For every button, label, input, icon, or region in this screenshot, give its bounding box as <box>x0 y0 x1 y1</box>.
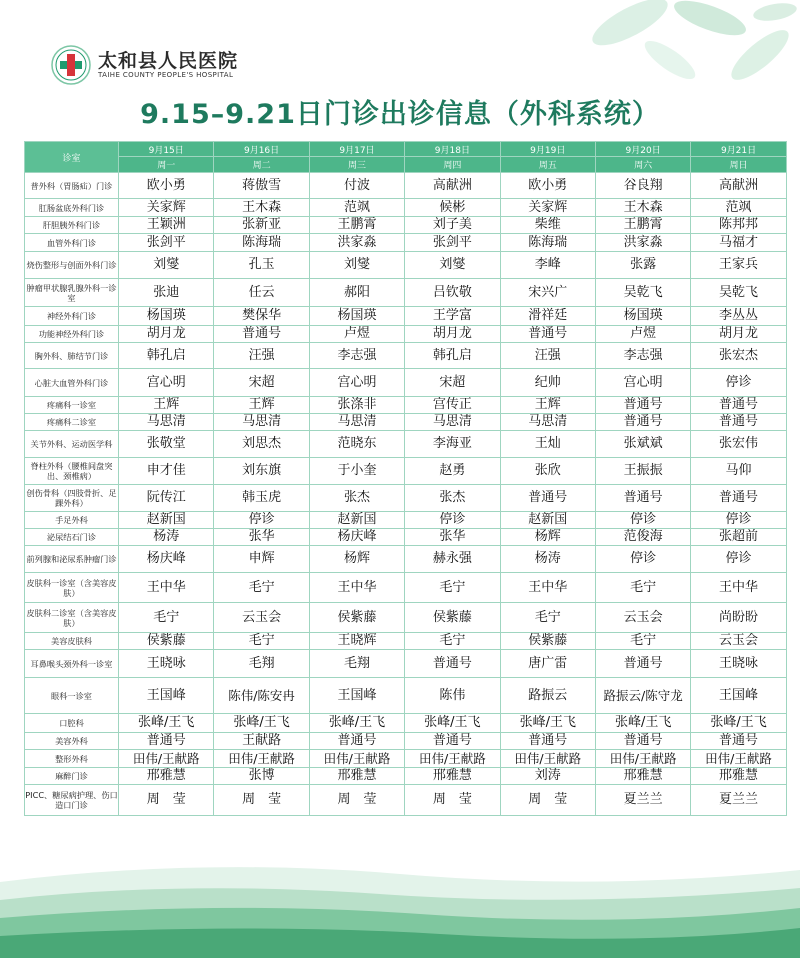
clinic-name-cell: 手足外科 <box>25 512 119 529</box>
doctor-cell: 张峰/王飞 <box>119 714 214 733</box>
doctor-cell: 吴乾飞 <box>595 279 690 307</box>
page-title: 9.15–9.21日门诊出诊信息（外科系统） <box>140 99 660 130</box>
doctor-cell: 赵新国 <box>500 512 595 529</box>
doctor-cell: 纪帅 <box>500 369 595 397</box>
date-header: 9月15日 <box>119 142 214 157</box>
doctor-cell: 关家辉 <box>119 199 214 217</box>
doctor-cell: 普通号 <box>691 733 786 750</box>
doctor-cell: 停诊 <box>691 546 786 573</box>
doctor-cell: 马思清 <box>500 414 595 431</box>
table-row <box>25 512 787 529</box>
doctor-cell: 张涤非 <box>309 397 404 414</box>
doctor-cell: 韩孔启 <box>405 343 500 369</box>
doctor-cell: 刘燮 <box>405 252 500 279</box>
doctor-cell: 欧小勇 <box>119 173 214 199</box>
doctor-cell: 樊保华 <box>214 307 309 326</box>
doctor-cell: 张杰 <box>405 485 500 512</box>
doctor-cell: 张峰/王飞 <box>309 714 404 733</box>
table-row <box>25 252 787 279</box>
doctor-cell: 马思清 <box>214 414 309 431</box>
date-header: 9月20日 <box>595 142 690 157</box>
doctor-cell: 张敬堂 <box>119 431 214 458</box>
doctor-cell: 王家兵 <box>691 252 786 279</box>
date-header: 9月16日 <box>214 142 309 157</box>
corner-header: 诊室 <box>25 142 119 173</box>
table-row <box>25 733 787 750</box>
doctor-cell: 高献洲 <box>691 173 786 199</box>
table-row <box>25 529 787 546</box>
doctor-cell: 杨庆峰 <box>309 529 404 546</box>
doctor-cell: 杨国瑛 <box>119 307 214 326</box>
clinic-name-cell: 普外科（胃肠疝）门诊 <box>25 173 119 199</box>
date-header: 9月19日 <box>500 142 595 157</box>
doctor-cell: 普通号 <box>691 397 786 414</box>
table-row <box>25 199 787 217</box>
doctor-cell: 李峰 <box>500 252 595 279</box>
doctor-cell: 侯紫藤 <box>405 603 500 633</box>
doctor-cell: 吕钦敬 <box>405 279 500 307</box>
doctor-cell: 停诊 <box>595 512 690 529</box>
doctor-cell: 刘子美 <box>405 217 500 234</box>
table-row <box>25 458 787 485</box>
doctor-cell: 王献路 <box>214 733 309 750</box>
date-header: 9月21日 <box>691 142 786 157</box>
doctor-cell: 马思清 <box>309 414 404 431</box>
doctor-cell: 普通号 <box>691 485 786 512</box>
table-row <box>25 431 787 458</box>
clinic-name-cell: 眼科一诊室 <box>25 678 119 714</box>
doctor-cell: 张新亚 <box>214 217 309 234</box>
weekday-header: 周五 <box>500 157 595 173</box>
clinic-name-cell: 疼痛科一诊室 <box>25 397 119 414</box>
doctor-cell: 陈伟/陈安冉 <box>214 678 309 714</box>
doctor-cell: 柴维 <box>500 217 595 234</box>
doctor-cell: 王颖洲 <box>119 217 214 234</box>
doctor-cell: 张杰 <box>309 485 404 512</box>
date-header: 9月18日 <box>405 142 500 157</box>
table-row <box>25 307 787 326</box>
clinic-name-cell: 耳鼻喉头颈外科一诊室 <box>25 650 119 678</box>
doctor-cell: 张露 <box>595 252 690 279</box>
weekday-header: 周一 <box>119 157 214 173</box>
doctor-cell: 唐广雷 <box>500 650 595 678</box>
doctor-cell: 汪强 <box>500 343 595 369</box>
doctor-cell: 刘思杰 <box>214 431 309 458</box>
clinic-name-cell: 血管外科门诊 <box>25 234 119 252</box>
doctor-cell: 胡月龙 <box>691 326 786 343</box>
doctor-cell: 普通号 <box>214 326 309 343</box>
doctor-cell: 普通号 <box>595 414 690 431</box>
doctor-cell: 蒋傲雪 <box>214 173 309 199</box>
doctor-cell: 刘燮 <box>309 252 404 279</box>
doctor-cell: 宫心明 <box>309 369 404 397</box>
doctor-cell: 张宏伟 <box>691 431 786 458</box>
doctor-cell: 陈海瑞 <box>500 234 595 252</box>
doctor-cell: 王晓咏 <box>119 650 214 678</box>
doctor-cell: 周 莹 <box>500 785 595 816</box>
doctor-cell: 侯紫藤 <box>500 633 595 650</box>
doctor-cell: 张迪 <box>119 279 214 307</box>
table-row <box>25 546 787 573</box>
clinic-name-cell: 麻醉门诊 <box>25 768 119 785</box>
weekday-header: 周四 <box>405 157 500 173</box>
clinic-name-cell: 皮肤科二诊室（含美容皮肤） <box>25 603 119 633</box>
table-row <box>25 485 787 512</box>
doctor-cell: 宫心明 <box>119 369 214 397</box>
doctor-cell: 赵勇 <box>405 458 500 485</box>
table-row <box>25 414 787 431</box>
clinic-name-cell: 脊柱外科（腰椎间盘突出、颈椎病） <box>25 458 119 485</box>
doctor-cell: 王木森 <box>595 199 690 217</box>
doctor-cell: 王辉 <box>500 397 595 414</box>
doctor-cell: 田伟/王献路 <box>214 750 309 768</box>
doctor-cell: 王鹏霄 <box>595 217 690 234</box>
table-row <box>25 173 787 199</box>
doctor-cell: 云玉会 <box>214 603 309 633</box>
doctor-cell: 普通号 <box>500 326 595 343</box>
table-row <box>25 678 787 714</box>
weekday-header: 周日 <box>691 157 786 173</box>
clinic-name-cell: 心脏大血管外科门诊 <box>25 369 119 397</box>
table-row <box>25 768 787 785</box>
doctor-cell: 王中华 <box>500 573 595 603</box>
clinic-name-cell: 肿瘤甲状腺乳腺外科一诊室 <box>25 279 119 307</box>
table-row <box>25 573 787 603</box>
clinic-name-cell: 泌尿结石门诊 <box>25 529 119 546</box>
doctor-cell: 毛宁 <box>595 633 690 650</box>
schedule-body <box>25 173 787 816</box>
doctor-cell: 普通号 <box>500 485 595 512</box>
doctor-cell: 李志强 <box>595 343 690 369</box>
doctor-cell: 王辉 <box>214 397 309 414</box>
hospital-logo-icon <box>50 44 92 86</box>
doctor-cell: 田伟/王献路 <box>595 750 690 768</box>
doctor-cell: 田伟/王献路 <box>500 750 595 768</box>
doctor-cell: 尚盼盼 <box>691 603 786 633</box>
doctor-cell: 王国峰 <box>691 678 786 714</box>
doctor-cell: 田伟/王献路 <box>691 750 786 768</box>
doctor-cell: 王灿 <box>500 431 595 458</box>
doctor-cell: 李丛丛 <box>691 307 786 326</box>
clinic-name-cell: 胸外科、肺结节门诊 <box>25 343 119 369</box>
doctor-cell: 普通号 <box>309 733 404 750</box>
doctor-cell: 普通号 <box>595 650 690 678</box>
doctor-cell: 杨国瑛 <box>595 307 690 326</box>
table-row <box>25 234 787 252</box>
doctor-cell: 张峰/王飞 <box>500 714 595 733</box>
doctor-cell: 普通号 <box>691 414 786 431</box>
clinic-name-cell: 美容皮肤科 <box>25 633 119 650</box>
doctor-cell: 宋超 <box>214 369 309 397</box>
doctor-cell: 田伟/王献路 <box>309 750 404 768</box>
doctor-cell: 普通号 <box>500 733 595 750</box>
doctor-cell: 张欣 <box>500 458 595 485</box>
clinic-name-cell: 关节外科、运动医学科 <box>25 431 119 458</box>
doctor-cell: 路振云 <box>500 678 595 714</box>
doctor-cell: 范飒 <box>691 199 786 217</box>
doctor-cell: 范俊海 <box>595 529 690 546</box>
doctor-cell: 侯紫藤 <box>309 603 404 633</box>
doctor-cell: 王振振 <box>595 458 690 485</box>
doctor-cell: 张峰/王飞 <box>691 714 786 733</box>
doctor-cell: 卢煜 <box>309 326 404 343</box>
weekday-header: 周二 <box>214 157 309 173</box>
doctor-cell: 侯紫藤 <box>119 633 214 650</box>
doctor-cell: 杨涛 <box>119 529 214 546</box>
doctor-cell: 普通号 <box>595 485 690 512</box>
doctor-cell: 周 莹 <box>119 785 214 816</box>
doctor-cell: 杨国瑛 <box>309 307 404 326</box>
doctor-cell: 杨辉 <box>309 546 404 573</box>
doctor-cell: 韩玉虎 <box>214 485 309 512</box>
doctor-cell: 王中华 <box>309 573 404 603</box>
doctor-cell: 普通号 <box>405 650 500 678</box>
clinic-name-cell: 皮肤科一诊室（含美容皮肤） <box>25 573 119 603</box>
schedule-table <box>24 141 787 816</box>
hospital-english-name: TAIHE COUNTY PEOPLE'S HOSPITAL <box>98 71 234 79</box>
table-row <box>25 397 787 414</box>
clinic-name-cell: 功能神经外科门诊 <box>25 326 119 343</box>
table-row <box>25 633 787 650</box>
doctor-cell: 王辉 <box>119 397 214 414</box>
doctor-cell: 张超前 <box>691 529 786 546</box>
table-row <box>25 279 787 307</box>
doctor-cell: 洪家淼 <box>309 234 404 252</box>
date-header: 9月17日 <box>309 142 404 157</box>
doctor-cell: 宫传正 <box>405 397 500 414</box>
doctor-cell: 刘涛 <box>500 768 595 785</box>
hospital-name: 太和县人民医院 <box>98 50 239 72</box>
doctor-cell: 张峰/王飞 <box>595 714 690 733</box>
doctor-cell: 陈邦邦 <box>691 217 786 234</box>
doctor-cell: 汪强 <box>214 343 309 369</box>
doctor-cell: 停诊 <box>595 546 690 573</box>
doctor-cell: 邢雅慧 <box>405 768 500 785</box>
doctor-cell: 王中华 <box>691 573 786 603</box>
doctor-cell: 欧小勇 <box>500 173 595 199</box>
clinic-name-cell: 口腔科 <box>25 714 119 733</box>
doctor-cell: 马思清 <box>405 414 500 431</box>
doctor-cell: 张华 <box>214 529 309 546</box>
doctor-cell: 杨庆峰 <box>119 546 214 573</box>
doctor-cell: 王鹏霄 <box>309 217 404 234</box>
doctor-cell: 洪家淼 <box>595 234 690 252</box>
doctor-cell: 毛翔 <box>309 650 404 678</box>
doctor-cell: 李海亚 <box>405 431 500 458</box>
table-row <box>25 217 787 234</box>
doctor-cell: 周 莹 <box>405 785 500 816</box>
doctor-cell: 张斌斌 <box>595 431 690 458</box>
doctor-cell: 张峰/王飞 <box>214 714 309 733</box>
doctor-cell: 马仰 <box>691 458 786 485</box>
clinic-name-cell: 神经外科门诊 <box>25 307 119 326</box>
doctor-cell: 赵新国 <box>309 512 404 529</box>
doctor-cell: 赫永强 <box>405 546 500 573</box>
doctor-cell: 停诊 <box>214 512 309 529</box>
table-row <box>25 369 787 397</box>
doctor-cell: 宋兴广 <box>500 279 595 307</box>
doctor-cell: 卢煜 <box>595 326 690 343</box>
doctor-cell: 停诊 <box>691 369 786 397</box>
doctor-cell: 刘燮 <box>119 252 214 279</box>
table-row <box>25 326 787 343</box>
doctor-cell: 任云 <box>214 279 309 307</box>
doctor-cell: 田伟/王献路 <box>119 750 214 768</box>
doctor-cell: 王晓辉 <box>309 633 404 650</box>
doctor-cell: 宫心明 <box>595 369 690 397</box>
doctor-cell: 周 莹 <box>214 785 309 816</box>
doctor-cell: 马福才 <box>691 234 786 252</box>
doctor-cell: 田伟/王献路 <box>405 750 500 768</box>
doctor-cell: 赵新国 <box>119 512 214 529</box>
doctor-cell: 孔玉 <box>214 252 309 279</box>
clinic-name-cell: 前列腺和泌尿系肿瘤门诊 <box>25 546 119 573</box>
doctor-cell: 邢雅慧 <box>691 768 786 785</box>
doctor-cell: 云玉会 <box>595 603 690 633</box>
doctor-cell: 毛宁 <box>119 603 214 633</box>
doctor-cell: 王木森 <box>214 199 309 217</box>
doctor-cell: 张剑平 <box>119 234 214 252</box>
doctor-cell: 云玉会 <box>691 633 786 650</box>
doctor-cell: 吴乾飞 <box>691 279 786 307</box>
doctor-cell: 毛翔 <box>214 650 309 678</box>
doctor-cell: 郝阳 <box>309 279 404 307</box>
weekday-header: 周三 <box>309 157 404 173</box>
doctor-cell: 邢雅慧 <box>119 768 214 785</box>
doctor-cell: 胡月龙 <box>405 326 500 343</box>
doctor-cell: 韩孔启 <box>119 343 214 369</box>
date-header-row <box>25 142 787 157</box>
doctor-cell: 李志强 <box>309 343 404 369</box>
doctor-cell: 杨辉 <box>500 529 595 546</box>
clinic-name-cell: 烧伤整形与创面外科门诊 <box>25 252 119 279</box>
doctor-cell: 毛宁 <box>595 573 690 603</box>
doctor-cell: 刘东旗 <box>214 458 309 485</box>
doctor-cell: 胡月龙 <box>119 326 214 343</box>
clinic-name-cell: 美容外科 <box>25 733 119 750</box>
doctor-cell: 范晓东 <box>309 431 404 458</box>
weekday-header-row <box>25 157 787 173</box>
doctor-cell: 王晓咏 <box>691 650 786 678</box>
doctor-cell: 关家辉 <box>500 199 595 217</box>
doctor-cell: 高献洲 <box>405 173 500 199</box>
doctor-cell: 停诊 <box>691 512 786 529</box>
doctor-cell: 张剑平 <box>405 234 500 252</box>
doctor-cell: 候彬 <box>405 199 500 217</box>
doctor-cell: 邢雅慧 <box>595 768 690 785</box>
doctor-cell: 停诊 <box>405 512 500 529</box>
doctor-cell: 普通号 <box>595 397 690 414</box>
doctor-cell: 夏兰兰 <box>595 785 690 816</box>
doctor-cell: 王中华 <box>119 573 214 603</box>
doctor-cell: 王国峰 <box>119 678 214 714</box>
doctor-cell: 王国峰 <box>309 678 404 714</box>
weekday-header: 周六 <box>595 157 690 173</box>
clinic-name-cell: PICC、糖尿病护理、伤口造口门诊 <box>25 785 119 816</box>
doctor-cell: 于小奎 <box>309 458 404 485</box>
doctor-cell: 普通号 <box>595 733 690 750</box>
table-row <box>25 785 787 816</box>
doctor-cell: 普通号 <box>405 733 500 750</box>
clinic-name-cell: 创伤骨科（四肢骨折、足踝外科） <box>25 485 119 512</box>
doctor-cell: 毛宁 <box>405 573 500 603</box>
doctor-cell: 王学富 <box>405 307 500 326</box>
doctor-cell: 滑祥廷 <box>500 307 595 326</box>
doctor-cell: 毛宁 <box>214 573 309 603</box>
clinic-name-cell: 整形外科 <box>25 750 119 768</box>
doctor-cell: 张宏杰 <box>691 343 786 369</box>
doctor-cell: 申辉 <box>214 546 309 573</box>
hospital-header <box>50 44 310 88</box>
doctor-cell: 杨涛 <box>500 546 595 573</box>
doctor-cell: 陈海瑞 <box>214 234 309 252</box>
doctor-cell: 阮传江 <box>119 485 214 512</box>
doctor-cell: 张峰/王飞 <box>405 714 500 733</box>
doctor-cell: 宋超 <box>405 369 500 397</box>
doctor-cell: 路振云/陈守龙 <box>595 678 690 714</box>
doctor-cell: 付波 <box>309 173 404 199</box>
grass-decoration <box>0 852 800 958</box>
doctor-cell: 张博 <box>214 768 309 785</box>
doctor-cell: 张华 <box>405 529 500 546</box>
clinic-name-cell: 肛肠盆底外科门诊 <box>25 199 119 217</box>
table-row <box>25 714 787 733</box>
table-row <box>25 650 787 678</box>
doctor-cell: 普通号 <box>119 733 214 750</box>
doctor-cell: 谷良翔 <box>595 173 690 199</box>
doctor-cell: 邢雅慧 <box>309 768 404 785</box>
table-row <box>25 603 787 633</box>
doctor-cell: 毛宁 <box>214 633 309 650</box>
doctor-cell: 夏兰兰 <box>691 785 786 816</box>
table-row <box>25 750 787 768</box>
clinic-name-cell: 疼痛科二诊室 <box>25 414 119 431</box>
doctor-cell: 毛宁 <box>405 633 500 650</box>
doctor-cell: 毛宁 <box>500 603 595 633</box>
doctor-cell: 范飒 <box>309 199 404 217</box>
clinic-name-cell: 肝胆胰外科门诊 <box>25 217 119 234</box>
doctor-cell: 周 莹 <box>309 785 404 816</box>
doctor-cell: 陈伟 <box>405 678 500 714</box>
doctor-cell: 马思清 <box>119 414 214 431</box>
table-row <box>25 343 787 369</box>
doctor-cell: 申才佳 <box>119 458 214 485</box>
